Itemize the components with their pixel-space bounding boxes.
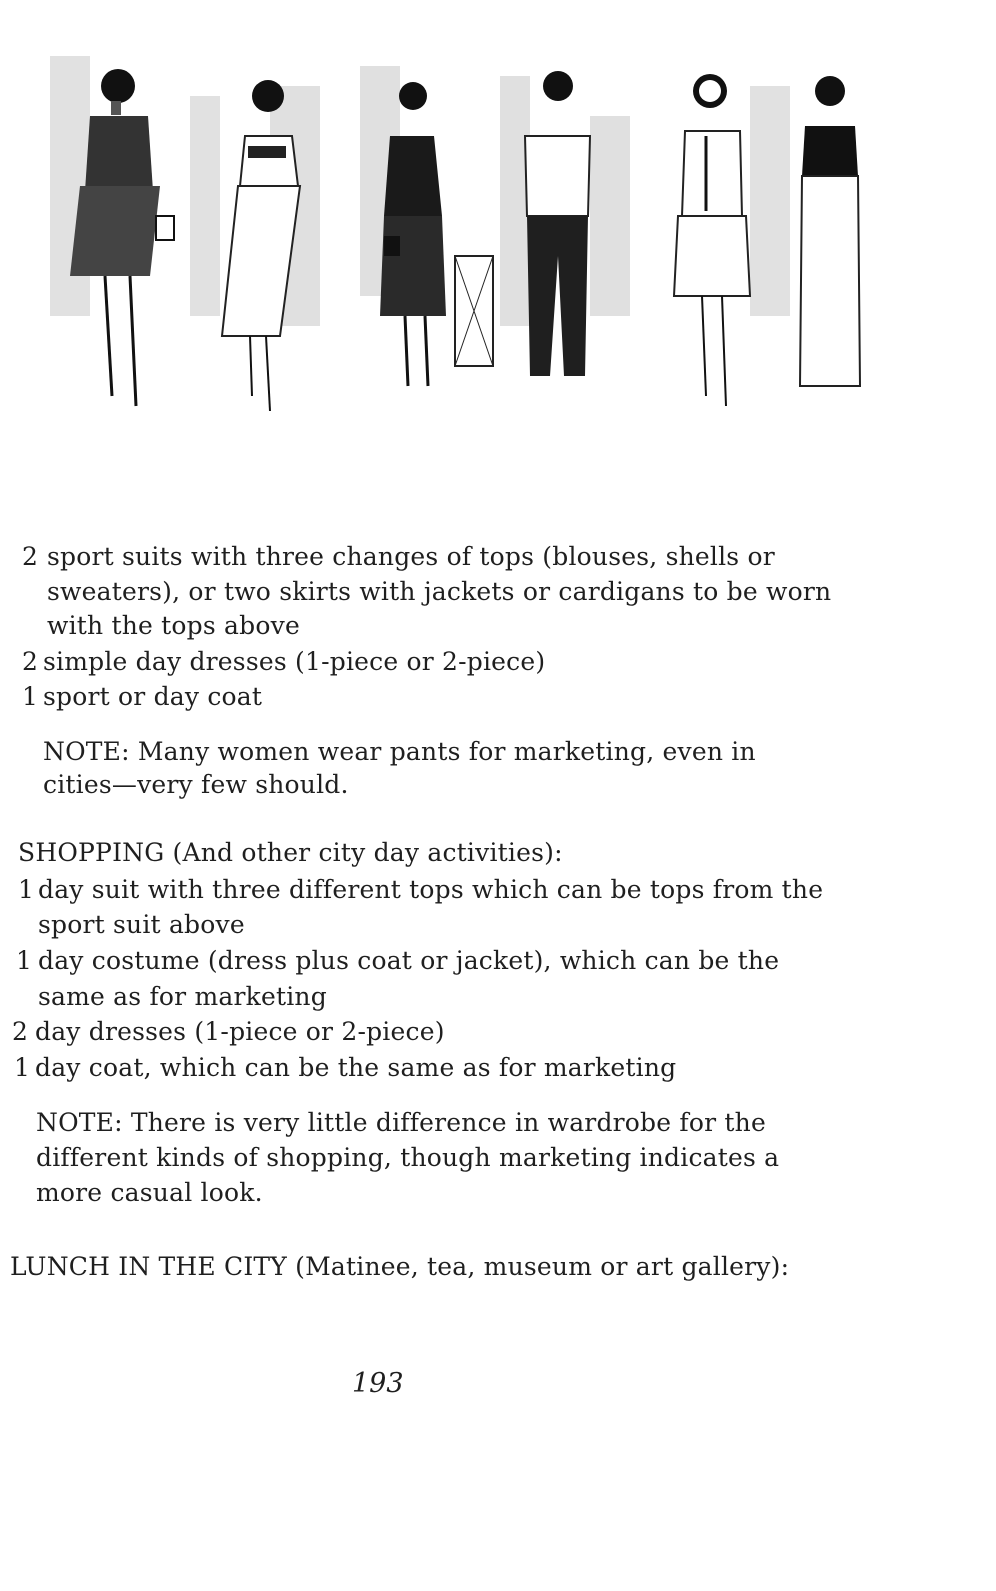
list-item-line: sport suits with three changes of tops (blouses, shells or: [47, 542, 775, 571]
list-item-qty: 1: [22, 682, 39, 711]
list-item-line: day suit with three different tops which can be tops from the: [38, 875, 824, 904]
note-line: NOTE: Many women wear pants for marketing, even in: [43, 737, 756, 766]
list-item-line: day dresses (1-piece or 2-piece): [35, 1017, 445, 1046]
list-item-qty: 1: [16, 946, 33, 975]
note-line: cities—very few should.: [43, 770, 349, 799]
list-item-line: with the tops above: [47, 611, 300, 640]
note-line: different kinds of shopping, though marketing indicates a: [36, 1143, 780, 1172]
list-item-line: sport suit above: [38, 910, 245, 939]
list-item-line: sport or day coat: [43, 682, 263, 711]
page-number: 193: [352, 1368, 404, 1399]
figure-5-coat: [674, 74, 750, 406]
list-item-line: same as for marketing: [38, 982, 327, 1011]
list-item-line: sweaters), or two skirts with jackets or cardigans to be worn: [47, 577, 832, 606]
list-item-qty: 2: [22, 542, 39, 571]
fashion-figures-illustration: [30, 36, 930, 436]
list-item-line: simple day dresses (1-piece or 2-piece): [43, 647, 546, 676]
list-item-qty: 2: [12, 1017, 29, 1046]
figure-4-pants: [525, 71, 590, 376]
list-item-line: day coat, which can be the same as for marketing: [35, 1053, 677, 1082]
note-line: more casual look.: [36, 1178, 263, 1207]
list-item-qty: 1: [14, 1053, 31, 1082]
section-heading-lunch: LUNCH IN THE CITY (Matinee, tea, museum or art gallery):: [10, 1252, 790, 1281]
section-heading-shopping: SHOPPING (And other city day activities):: [18, 838, 563, 867]
note-line: NOTE: There is very little difference in wardrobe for the: [36, 1108, 766, 1137]
list-item-qty: 2: [22, 647, 39, 676]
list-item-qty: 1: [18, 875, 35, 904]
figure-6-gown: [800, 76, 860, 386]
list-item-line: day costume (dress plus coat or jacket), which can be the: [38, 946, 780, 975]
